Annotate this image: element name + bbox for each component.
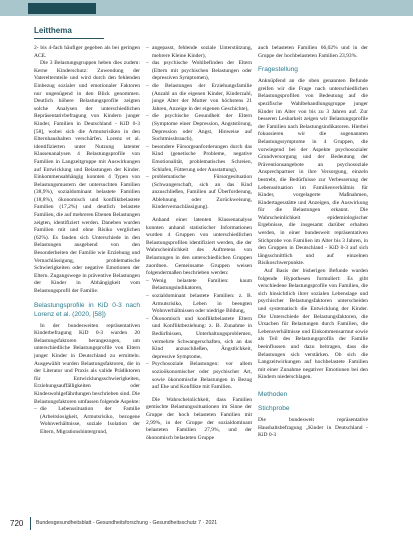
section-heading-fragestellung: Fragestellung (258, 66, 298, 74)
column-right (258, 45, 368, 440)
list-item: – sozialdominant belastete Familien: z. B. Armutsrisiko, Leben in beengten Wohnverhältnissen oder niedrige Bildung, (146, 293, 252, 316)
list-item: – besondere Fürsorgeanforderungen durch das Kind (genetische Probleme, negative Emotionalität, problematisches Schreien, Schlafen, Fütterung oder Ausstattung), (146, 144, 252, 174)
paragraph: Die 3 Belastungsgruppen heben dies zudem: Kerne Kinderschutz: Zuwendung der Vaterelternteile und wird durch den fehlenden Einbezug sozialer und emotionaler Faktoren nur ungenügend in den Blick genommen. Deutlich höhere Belastungsprofile zeigten solche Analysen der unterschiedlichen Repräsentativbefragung von Kindern junger Kinder, Familien in Deutschland - KiD 0-3 [58], wobei sich die Armutsrisiken in den Elternhaushalten verschärfen. Lorenz et al. identifizierten unter Nutzung latenter Klassenanalysen 4 Belastungsprofile von Familien in Langzeitgruppe mit Auswirkungen auf Entwicklung und Belastungen der Kinder. Einkommensabhängig konnten 4 Typen von Belastungsmustern der untersuchten Familien (38,9%), sozialdominant belastete Familien (18,8%), ökonomisch und konfliktbelastete Familien (17,2%) und deutlich belastete Familien, die auf mehreren Ebenen Belastungen zeigten, identifiziert werden. Daneben wurden Familien mit und ohne Risiko verglichen (62%). Es fanden sich Unterschiede in den Belastungen ausgehend von den Besonderheiten der Familie wie Erziehung und Vernachlässigung, problematische Schwierigkeiten oder negative Emotionen der Eltern. Zugangswege in präventive Belastungen der Kinder in Abhängigkeit vom Belastungsprofil der Familie. (34, 60, 140, 294)
top-band-marker (28, 3, 96, 14)
paragraph: 2- bis 4-fach häufiger gegeben als bei geringen ACE. (34, 45, 140, 59)
list-item: – Psychosoziale Belastungen: vor allem sozioökonomischer oder psychischer Art, sowie ökonomische Belastungen in Bezug auf Ehe und Konflikte mit Familien. (146, 361, 252, 391)
paragraph: Auf Basis der bisherigen Befunde wurden folgende Hypothesen formuliert: Es gibt verschiedene Belastungsprofile von Familien, die sich hinsichtlich ihrer sozialen Lebenslage und psychischer Belastungsfaktoren unterscheiden und systematisch die Entwicklung der Kinder. Die Unterschiede der Belastungsfaktoren, die Ursachen für Belastungen durch Familien, die Lebensverhältnisse und Einkommensarmut sowie als Teil des Belastungsprofils der Familie beeinflussen und dazu beitragen, dass die Belastungen sich verstärken. Ob sich die Langzeitwirkungen auf hochbelastete Familien mit einer Zunahme negativer Emotionen bei den Kindern niederschlagen. (258, 268, 368, 381)
factor-list (146, 45, 252, 212)
paragraph: Anknüpfend an die oben genannten Befunde greifen wir die Frage nach unterschiedlichen Belastungsprofilen von Bedeutung auf die spezifische Wahlbehandlungsgruppe junger Kinder im Alter von bis zu 3 Jahren auf. Zur besseren Lesbarkeit zeigen wir Belastungsprofile der Familien nach Belastungsindikatoren. Hierbei fokussieren wir die sogenannten Belastungssymptome in 4 Gruppen, die vorwiegend bei der Aspekte psychosozialer Grundversorgung und der Bedeutung der Präventionsangebote an psychosoziale Ansprechpartner in ihre Versorgung, einzeln bestrebt, die Bedürfnisse zur Verbesserung der Lebenssituation im Familienverhältnis für Kinder, vorgelagerte Maßnahmen, Kindertagesstätte und Anzeigen, die Auswirkung für die Belastungen erkannt. Die Wahrscheinlichkeit epidemiologischer Ergebnisse, die insgesamt darüber erhalten werden, in einer bundesweit repräsentativen Stichprobe von Familien im Alter bis 3 Jahren, in den Gruppen in Deutschland - KiD 0-3 auf sich längsschnittlich und auf einzelnen Risikoschwerpunkte. (258, 78, 368, 267)
paragraph: Anhand einer latenten Klassenanalyse konnten anhand statistischer Informationen wurden 4 Gruppen von unterschiedlichen Belastungsprofilen identifiziert werden, die der Wahrscheinlichkeit des Auftretens von Belastungen in den unterschiedlichen Gruppen zuordnen. Gemeinsame Gruppen weisen folgendermaßen beschrieben werden: (146, 217, 252, 277)
list-item: – problematische Fürsorgesituation (Schwangerschaft, sich an das Kind anzuschließen, Familien auf Überforderung, Ablehnung oder Zurückweisung, Kindervernachlässigung). (146, 174, 252, 212)
list-item: – die psychische Gesundheit der Eltern (Symptome einer Depression, Angststörung, Depression oder Angst, Hinweise auf Suchtmissbrauch), (146, 113, 252, 143)
journal-citation: Bundesgesundheitsblatt - Gesundheitsforschung - Gesundheitsschutz 7 · 2021 (36, 520, 218, 526)
section-label-rule (34, 38, 104, 39)
section-label: Leitthema (34, 26, 72, 35)
list-item: – Ökonomisch und konfliktbelastete Eltern und Konfliktbeziehung: z. B. Zunahme in Bedürfnissen, Unterhaltungsproblemen, vermehrte Schwangerschaften, sich an das Kind anzuschließen, Ängstlichkeit, depressive Symptome, (146, 316, 252, 362)
profile-list (146, 278, 252, 392)
list-item: – das psychische Wohlbefinden der Eltern (Eltern mit psychischen Belastungen oder depressiven Symptomen), (146, 60, 252, 83)
footer (0, 512, 413, 550)
subsection-heading-stichprobe: Stichprobe (258, 404, 290, 412)
page-number: 720 (10, 519, 24, 528)
footer-divider (30, 517, 31, 530)
paragraph: Die bundesweit repräsentative Haushaltsbefragung „Kinder in Deutschland - KiD 0-3 (258, 416, 368, 439)
paragraph: Die Wahrscheinlichkeit, dass Familien gemischte Belastungssituationen im Sinne der Gruppe der hoch belasteten Familien mit 2,99%, in der Gruppe der sozialdominant belasteten Familien 27,9%, und der ökonomisch belasteten Gruppe (146, 396, 252, 441)
list-item: – die Belastungen der Erziehungsfamilie (Anzahl an die eigenen Kinder, Kinderzahl, junge Alter der Mutter von höchstens 21 Jahren, Anzeige in der eigenen Geschichte), (146, 83, 252, 113)
top-color-band (0, 0, 413, 16)
paragraph: In der bundesweiten repräsentativen Kinderbefragung KiD 0-3 wurden 20 Belastungsfaktoren herangezogen, um unterschiedliche Belastungsprofile von Eltern junger Kinder in Deutschland zu ermitteln. Ausgewählt wurden Belastungsfaktoren, die in der Literatur und Praxis als valide Prädiktoren für Entwicklungsschwierigkeiten, Erziehungsauffälligkeiten oder Kindeswohlgefährdungen beschrieben sind. Die Belastungsfaktoren umfassen folgende Aspekte: (34, 322, 140, 405)
subsection-heading: Belastungsprofile in KiD 0-3 nach Lorenz et al. (2020, [58]) (34, 301, 140, 318)
list-item: – Wenig belastete Familien: kaum Belastungsindikatoren, (146, 278, 252, 293)
column-left (34, 45, 140, 437)
section-heading-methoden: Methoden (258, 390, 288, 398)
paragraph: auch belasteten Familien 66,02% und in der Gruppe der hochbelasteten Familien 23,93%. (258, 45, 368, 59)
column-middle (146, 45, 252, 442)
belastung-list (34, 406, 140, 436)
list-item: – angepasst, fehlende soziale Unterstützung, mehrere Kleine Kinder), (146, 45, 252, 60)
list-item: – die Lebenssituation der Familie (Arbeitslosigkeit, Armutsrisiko, bezogene Wohnverhältnisse, soziale Isolation der Eltern, Migrationshintergrund, (34, 406, 140, 436)
